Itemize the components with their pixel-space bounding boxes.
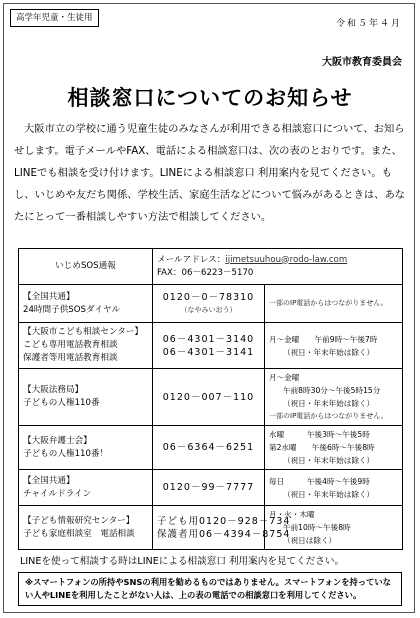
phone-cell bbox=[153, 323, 265, 369]
email-label: メールアドレス： bbox=[157, 254, 226, 265]
phone-number[interactable]: 保護者用06－4394－8754 bbox=[157, 528, 291, 540]
phone-cell bbox=[153, 426, 265, 470]
hours-cell bbox=[265, 323, 403, 369]
org-cell bbox=[19, 506, 153, 550]
hours-cell bbox=[265, 506, 403, 550]
org-name: 【大阪市こども相談センター】 bbox=[23, 327, 143, 337]
phone-number[interactable]: 0120－99－7777 bbox=[162, 482, 255, 493]
fax-number: FAX：06－6223－5170 bbox=[157, 267, 254, 278]
org-name: 【子ども情報研究センター】 bbox=[23, 515, 135, 526]
phone-number: （なやみいおう） bbox=[180, 305, 237, 314]
org-cell bbox=[19, 426, 153, 470]
audience-tag: 高学年児童・生徒用 bbox=[10, 9, 99, 27]
line-guide-text: LINEを使って相談する時はLINEによる相談窓口 利用案内を見てください。 bbox=[20, 556, 345, 567]
hours-line: 第2水曜 午後6時～午後8時 bbox=[269, 443, 375, 452]
email-link[interactable]: ijimetsuuhou@rodo-law.com bbox=[225, 254, 348, 265]
hours-line: 水曜 午後3時～午後5時 bbox=[269, 430, 370, 439]
org-name: チャイルドライン bbox=[23, 488, 92, 499]
hours-line: 午前10時～午後8時 bbox=[283, 523, 351, 532]
org-name: こども専用電話教育相談 bbox=[23, 340, 118, 350]
org-name: 子どもの人権110番！ bbox=[23, 448, 109, 459]
hours-line: （祝日・年末年始は除く） bbox=[283, 399, 375, 408]
org-cell bbox=[19, 369, 153, 426]
org-name: 【全国共通】 bbox=[23, 291, 75, 302]
phone-cell bbox=[153, 369, 265, 426]
consultation-table bbox=[18, 248, 403, 550]
org-cell bbox=[19, 470, 153, 506]
table-row bbox=[19, 470, 403, 506]
hours-cell bbox=[265, 426, 403, 470]
table-row-ijime-sos bbox=[19, 249, 403, 285]
phone-number[interactable]: 06－6364－6251 bbox=[162, 442, 255, 453]
table-row bbox=[19, 426, 403, 470]
hours-line: （祝日・年末年始は除く） bbox=[283, 456, 375, 465]
phone-cell bbox=[153, 506, 291, 550]
issue-date: 令和５年４月 bbox=[335, 19, 402, 29]
org-name: 【全国共通】 bbox=[23, 475, 75, 486]
hours-line: 月・火・木曜 bbox=[269, 510, 315, 519]
phone-number[interactable]: 0120－007－110 bbox=[162, 391, 255, 403]
notice-box: ※スマートフォンの所持やSNSの利用を勧めるものではありません。スマートフォンを持っていない人やLINEを利用したことがない人は、上の表の電話での相談窓口を利用してください。 bbox=[18, 572, 402, 606]
hours-line: （祝日・年末年始は除く） bbox=[283, 489, 375, 499]
hours-line: （祝日・年末年始は除く） bbox=[283, 347, 375, 357]
hours-line: 月～金曜 午前9時～午後7時 bbox=[269, 334, 378, 344]
contact-cell bbox=[153, 249, 403, 285]
org-name: いじめSOS通報 bbox=[55, 261, 116, 271]
hours-line: 月～金曜 bbox=[269, 373, 300, 382]
hours-line: （祝日は除く） bbox=[283, 536, 337, 545]
org-name: 【大阪弁護士会】 bbox=[23, 435, 92, 446]
org-name: 【大阪法務局】 bbox=[23, 385, 84, 395]
table-row bbox=[19, 369, 403, 426]
org-cell bbox=[19, 285, 153, 323]
hours-line: 午前8時30分～午後5時15分 bbox=[283, 386, 381, 395]
ip-phone-note: 一部のIP電話からはつながりません。 bbox=[269, 412, 388, 420]
phone-number[interactable]: 06－4301－3141 bbox=[162, 346, 255, 358]
phone-cell bbox=[153, 470, 265, 506]
org-cell bbox=[19, 249, 153, 285]
intro-paragraph: 大阪市立の学校に通う児童生徒のみなさんが利用できる相談窓口について、お知らせします。電子メールやFAX、電話による相談窓口は、次の表のとおりです。また、LINEでも相談を受け付けます。LINEによる相談窓口 利用案内を見てください。もし、いじめや友だち関係、学校生活、家庭生活などについて悩みがあるときは、あなたにとって一番相談しやすい方法で相談してください。 bbox=[14, 123, 406, 223]
hours-cell bbox=[265, 285, 403, 323]
phone-number[interactable]: 06－4301－3140 bbox=[162, 333, 255, 345]
phone-cell bbox=[153, 285, 265, 323]
org-name: 子どもの人権110番 bbox=[23, 398, 100, 408]
org-name: 子ども家庭相談室 電話相談 bbox=[23, 528, 135, 539]
table-row bbox=[19, 285, 403, 323]
org-cell bbox=[19, 323, 153, 369]
hours-cell bbox=[265, 369, 403, 426]
table-row bbox=[19, 323, 403, 369]
org-name: 保護者等用電話教育相談 bbox=[23, 353, 118, 363]
table-row bbox=[19, 506, 403, 550]
org-name: 24時間子供SOSダイヤル bbox=[23, 304, 121, 315]
phone-number[interactable]: 子ども用0120－928－734 bbox=[157, 515, 291, 527]
hours-cell bbox=[265, 470, 403, 506]
phone-number[interactable]: 0120－0－78310 bbox=[162, 291, 255, 303]
page-title: 相談窓口についてのお知らせ bbox=[67, 86, 353, 110]
issuer-name: 大阪市教育委員会 bbox=[322, 57, 402, 68]
hours-line: 毎日 午後4時～午後9時 bbox=[269, 476, 370, 486]
ip-phone-note: 一部のIP電話からはつながりません。 bbox=[269, 299, 388, 307]
